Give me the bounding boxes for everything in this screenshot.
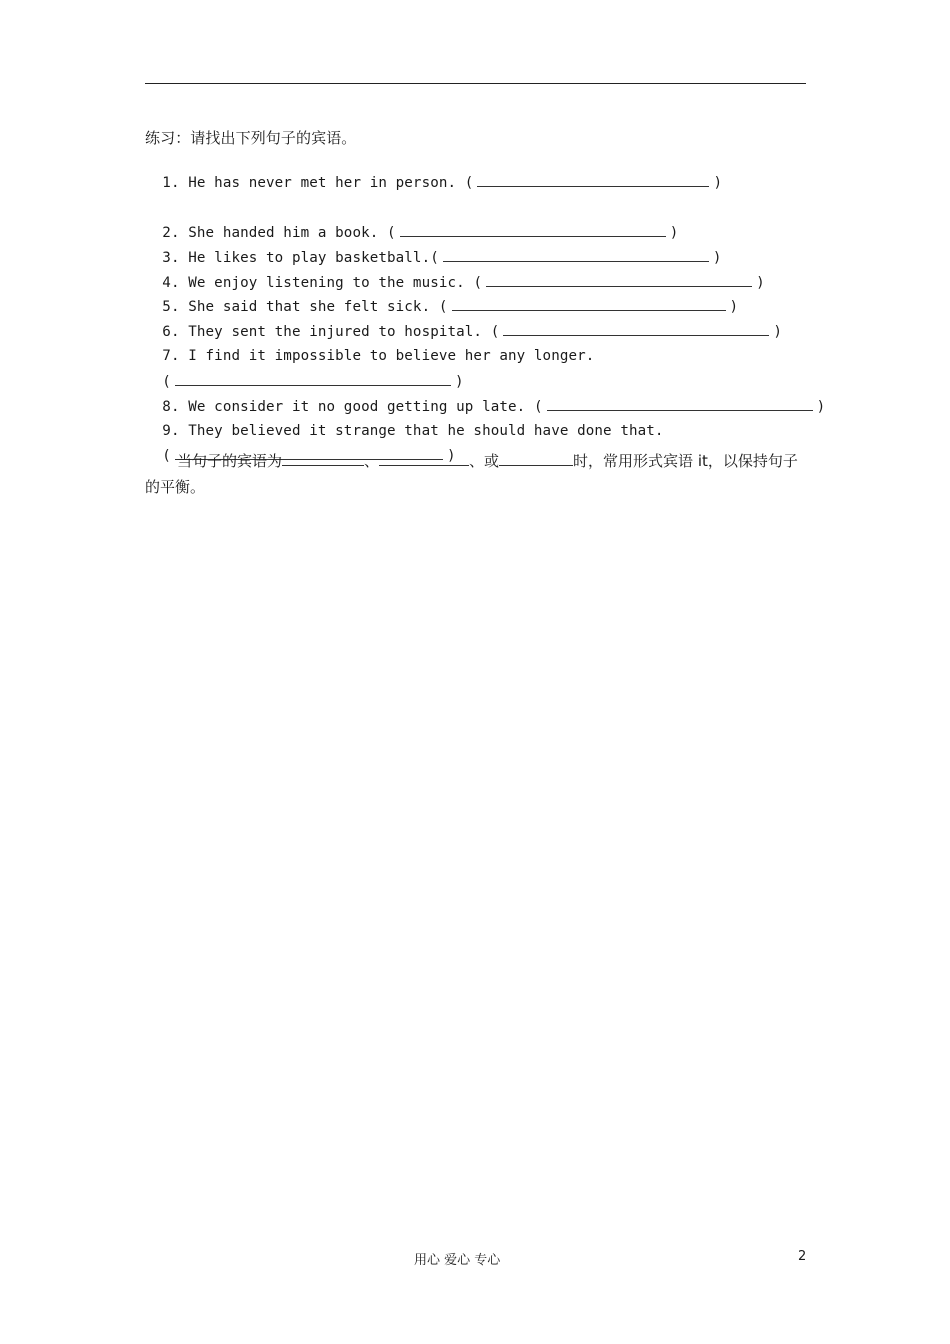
- exercise-item-8: 8. We consider it no good getting up late. ( ): [145, 376, 825, 417]
- exercise-item-3: 3. He likes to play basketball.( ): [145, 227, 722, 268]
- summary-paragraph: 当句子的宾语为 、 、或 时，常用形式宾语 it，以保持句子的平衡。: [145, 452, 798, 496]
- exercise-item-1: 1. He has never met her in person. ( ): [145, 152, 722, 193]
- exercise-item-5: 5. She said that she felt sick. ( ): [145, 276, 738, 317]
- summary-blank-2[interactable]: [379, 451, 469, 466]
- item-number: 4.: [162, 275, 180, 291]
- item-number: 6.: [162, 324, 180, 340]
- item-sentence: I find it impossible to believe her any longer.: [188, 348, 595, 364]
- exercise-heading: 练习：请找出下列句子的宾语。: [145, 129, 357, 147]
- answer-blank[interactable]: [477, 172, 709, 187]
- exercise-item-9-answer: ( ): [145, 425, 456, 466]
- item-sentence: He likes to play basketball.: [188, 250, 431, 266]
- item-sentence: We consider it no good getting up late.: [188, 399, 526, 415]
- item-number: 3.: [162, 250, 180, 266]
- item-sentence: She said that she felt sick.: [188, 299, 431, 315]
- exercise-item-6: 6. They sent the injured to hospital. ( ): [145, 301, 782, 342]
- item-number: 5.: [162, 299, 180, 315]
- item-number: 2.: [162, 225, 180, 241]
- page-number: 2: [798, 1249, 807, 1264]
- summary-blank-1[interactable]: [282, 451, 364, 466]
- item-sentence: We enjoy listening to the music.: [188, 275, 465, 291]
- item-sentence: They sent the injured to hospital.: [188, 324, 483, 340]
- exercise-item-7-answer: ( ): [145, 351, 464, 392]
- exercise-item-4: 4. We enjoy listening to the music. ( ): [145, 252, 765, 293]
- header-rule: [145, 83, 806, 84]
- item-sentence: He has never met her in person.: [188, 175, 457, 191]
- item-number: 8.: [162, 399, 180, 415]
- item-number: 1.: [162, 175, 180, 191]
- item-number: 7.: [162, 348, 180, 364]
- footer-motto: 用心 爱心 专心: [414, 1253, 501, 1268]
- item-number: 9.: [162, 423, 180, 439]
- summary-blank-3[interactable]: [499, 451, 573, 466]
- exercise-item-2: 2. She handed him a book. ( ): [145, 202, 678, 243]
- item-sentence: She handed him a book.: [188, 225, 379, 241]
- item-sentence: They believed it strange that he should have done that.: [188, 423, 664, 439]
